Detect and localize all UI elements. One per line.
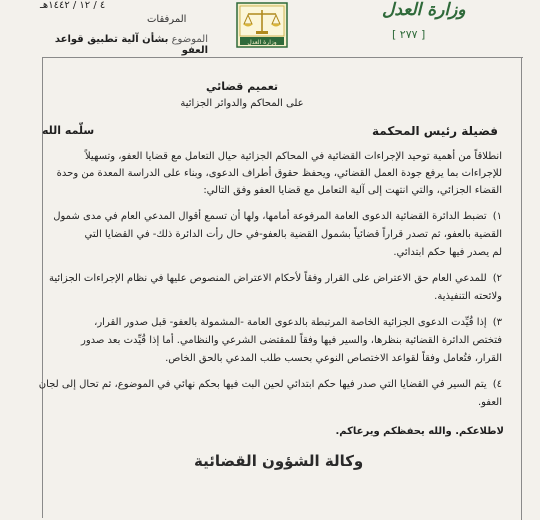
signature: وكالة الشؤون القضائية (194, 452, 364, 470)
ministry-emblem-icon (236, 2, 288, 48)
list-item (36, 270, 502, 287)
list-item (36, 208, 502, 225)
intro-line: القضاء الجزائي، والتي انتهت إلى آلية التعامل مع قضايا العفو وفق التالي: (203, 185, 502, 196)
item-line: يتم السير في القضايا التي صدر فيها حكم ابتدائي لحين البت فيها بحكم نهائي في الموضوع، ثم تحال إلى لجان (38, 379, 487, 390)
item-line: فتختص الدائرة القضائية بنظرها، والسير فيها وفقاً للمقتضى الشرعي والنظامي. أما إذا قُيِّدت بعد صدور (80, 335, 502, 346)
emblem-caption: وزارة العدل (247, 39, 277, 46)
ministry-name: وزارة العدل (382, 0, 466, 20)
list-item (36, 314, 502, 331)
item-line: تضبط الدائرة القضائية الدعوى العامة المرفوعة أمامها، ولها أن تسمع أقوال المدعي العام في مدى شمول (53, 211, 487, 222)
item-line: العفو. (477, 397, 502, 408)
intro-line: انطلاقاً من أهمية توحيد الإجراءات القضائية في المحاكم الجزائية حيال التعامل مع قضايا العفو، وتسهيلاً (84, 151, 502, 162)
item-line: إذا قُيِّدت الدعوى الجزائية الخاصة المرتبطة بالدعوى العامة -المشمولة بالعفو- قبل صدور القرار، (94, 317, 487, 328)
item-number: ٣) (492, 317, 502, 328)
item-number: ١) (492, 211, 502, 222)
item-line: القرار، فتُعامل وفقاً لقواعد الاختصاص النوعي بحسب طلب المدعي بالحق الخاص. (165, 353, 502, 364)
item-line: لم يصدر فيها حكم ابتدائي. (393, 247, 502, 258)
document-title: تعميم قضائي (205, 80, 279, 93)
item-line: القضية بالعفو، ثم تصدر قراراً قضائياً بشمول القضية بالعفو-في حال رأت الدائرة ذلك- في القضايا التي (84, 229, 502, 240)
subject-label: الموضوع (171, 34, 208, 45)
list-item (36, 376, 502, 393)
item-line: ولائحته التنفيذية. (434, 291, 502, 302)
body-frame-right-border (521, 57, 522, 520)
subject-value: بشأن آلية تطبيق قواعد العفو (54, 34, 208, 56)
attachments-label: المرفقات (147, 14, 187, 25)
addressee: فضيلة رئيس المحكمة (372, 124, 498, 138)
document-subtitle: على المحاكم والدوائر الجزائية (180, 98, 304, 109)
intro-line: للإجراءات بما يرفع جودة العمل القضائي، ويحفظ حقوق أطراف الدعوى، وبناء على الدراسة المعدة من وحدة (56, 168, 502, 179)
item-number: ٢) (492, 273, 502, 284)
item-number: ٤) (492, 379, 502, 390)
document-date: ٤ / ١٢ / ١٤٤٢هـ (40, 0, 106, 11)
greeting: سلّمه الله (42, 124, 95, 137)
item-line: للمدعي العام حق الاعتراض على القرار وفقاً لأحكام الاعتراض المنصوص عليها في نظام الإجراءات الجزائية (48, 273, 487, 284)
subject-line (40, 34, 208, 56)
closing-line: لاطلاعكم. والله يحفظكم ويرعاكم. (335, 426, 504, 437)
ministry-number: [ ٢٧٧ ] (392, 28, 426, 41)
